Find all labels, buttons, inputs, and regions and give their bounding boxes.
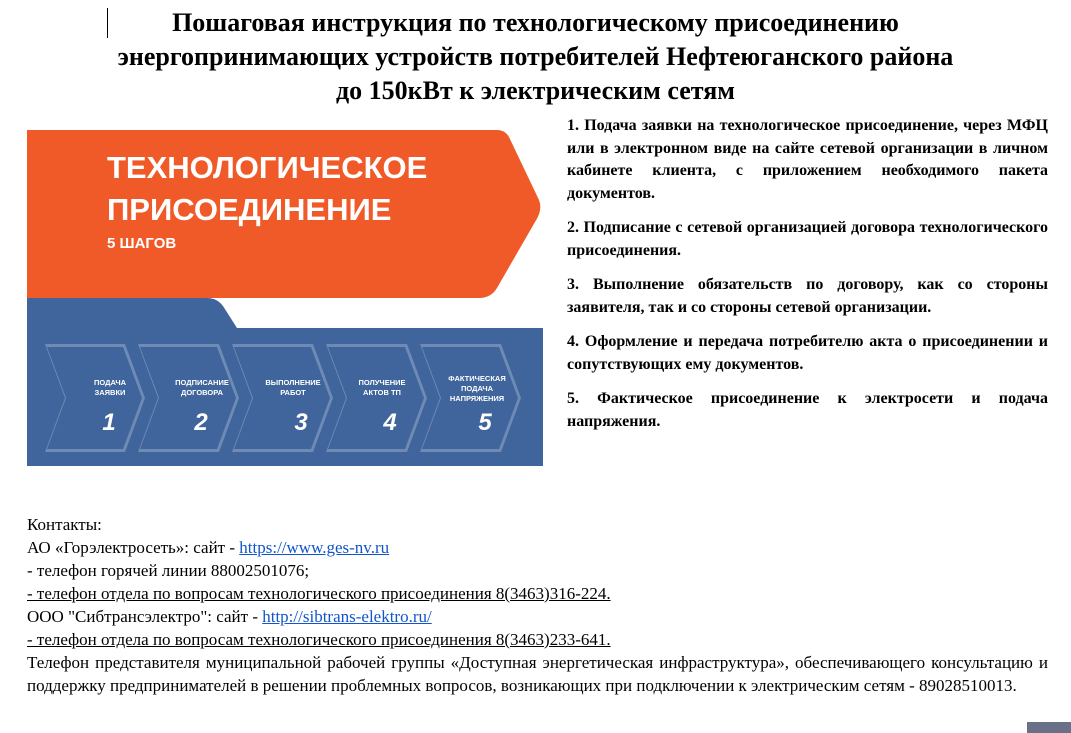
steps-list	[567, 115, 1048, 445]
step-number-2: 2	[194, 409, 208, 436]
step-number-4: 4	[383, 409, 397, 436]
org1-line	[27, 536, 1048, 559]
step-label-1a: ПОДАЧА	[94, 378, 126, 387]
step-number-1: 1	[102, 409, 116, 436]
org1-hotline: - телефон горячей линии 88002501076;	[27, 561, 310, 580]
blue-panel-extension	[27, 298, 41, 466]
step-number-5: 5	[478, 409, 492, 436]
representative-info: Телефон представителя муниципальной рабочей группы «Доступная энергетическая инфраструктура», обеспечивающего консультацию и поддержку предпринимателей в решении проблемных вопросов, возникающих при подключении к электрическим сетям - 89028510013.	[27, 653, 1048, 695]
contacts-section	[27, 513, 1048, 697]
step-item-3: 3. Выполнение обязательств по договору, как со стороны заявителя, так и со стороны сетевой организации.	[567, 276, 1048, 316]
org2-website-link[interactable]: http://sibtrans-elektro.ru/	[262, 607, 432, 626]
contacts-header: Контакты:	[27, 515, 102, 534]
org1-label: АО «Горэлектросеть»: сайт -	[27, 538, 240, 557]
corner-tab	[1027, 722, 1071, 733]
infographic-heading-1: ТЕХНОЛОГИЧЕСКОЕ	[107, 150, 428, 185]
step-label-4a: ПОЛУЧЕНИЕ	[358, 378, 406, 387]
step-label-2b: ДОГОВОРА	[181, 388, 223, 397]
blue-band	[27, 298, 237, 328]
step-label-5b: ПОДАЧА	[461, 384, 493, 393]
title-line-1: Пошаговая инструкция по технологическому присоединению	[172, 8, 899, 37]
infographic	[27, 130, 543, 466]
step-item-2: 2. Подписание с сетевой организацией договора технологического присоединения.	[567, 219, 1048, 259]
step-label-3a: ВЫПОЛНЕНИЕ	[265, 378, 321, 387]
page-title	[10, 6, 1061, 108]
org1-dept-phone: - телефон отдела по вопросам технологического присоединения 8(3463)316-224.	[27, 584, 611, 603]
step-label-1b: ЗАЯВКИ	[94, 388, 126, 397]
step-number-3: 3	[294, 409, 308, 436]
step-item-4: 4. Оформление и передача потребителю акта о присоединении и сопутствующих ему документов.	[567, 333, 1048, 373]
org1-website-link[interactable]: https://www.ges-nv.ru	[239, 538, 390, 557]
text-cursor	[107, 8, 108, 38]
step-label-5c: НАПРЯЖЕНИЯ	[449, 394, 505, 403]
org2-label: ООО "Сибтрансэлектро": сайт -	[27, 607, 263, 626]
title-line-3: до 150кВт к электрическим сетям	[336, 76, 735, 105]
step-label-2a: ПОДПИСАНИЕ	[175, 378, 229, 387]
infographic-subheading: 5 ШАГОВ	[107, 235, 177, 252]
step-item-5: 5. Фактическое присоединение к электросети и подача напряжения.	[567, 390, 1048, 430]
step-item-1: 1. Подача заявки на технологическое присоединение, через МФЦ или в электронном виде на сайте сетевой организации в личном кабинете клиента, с приложением необходимого пакета документов.	[567, 117, 1048, 202]
step-label-3b: РАБОТ	[280, 388, 306, 397]
org2-dept-phone: - телефон отдела по вопросам технологического присоединения 8(3463)233-641.	[27, 630, 611, 649]
title-line-2: энергопринимающих устройств потребителей Нефтеюганского района	[117, 42, 954, 71]
infographic-heading-2: ПРИСОЕДИНЕНИЕ	[107, 192, 392, 227]
step-label-5a: ФАКТИЧЕСКАЯ	[448, 374, 506, 383]
org2-line	[27, 605, 1048, 628]
step-label-4b: АКТОВ ТП	[363, 388, 401, 397]
